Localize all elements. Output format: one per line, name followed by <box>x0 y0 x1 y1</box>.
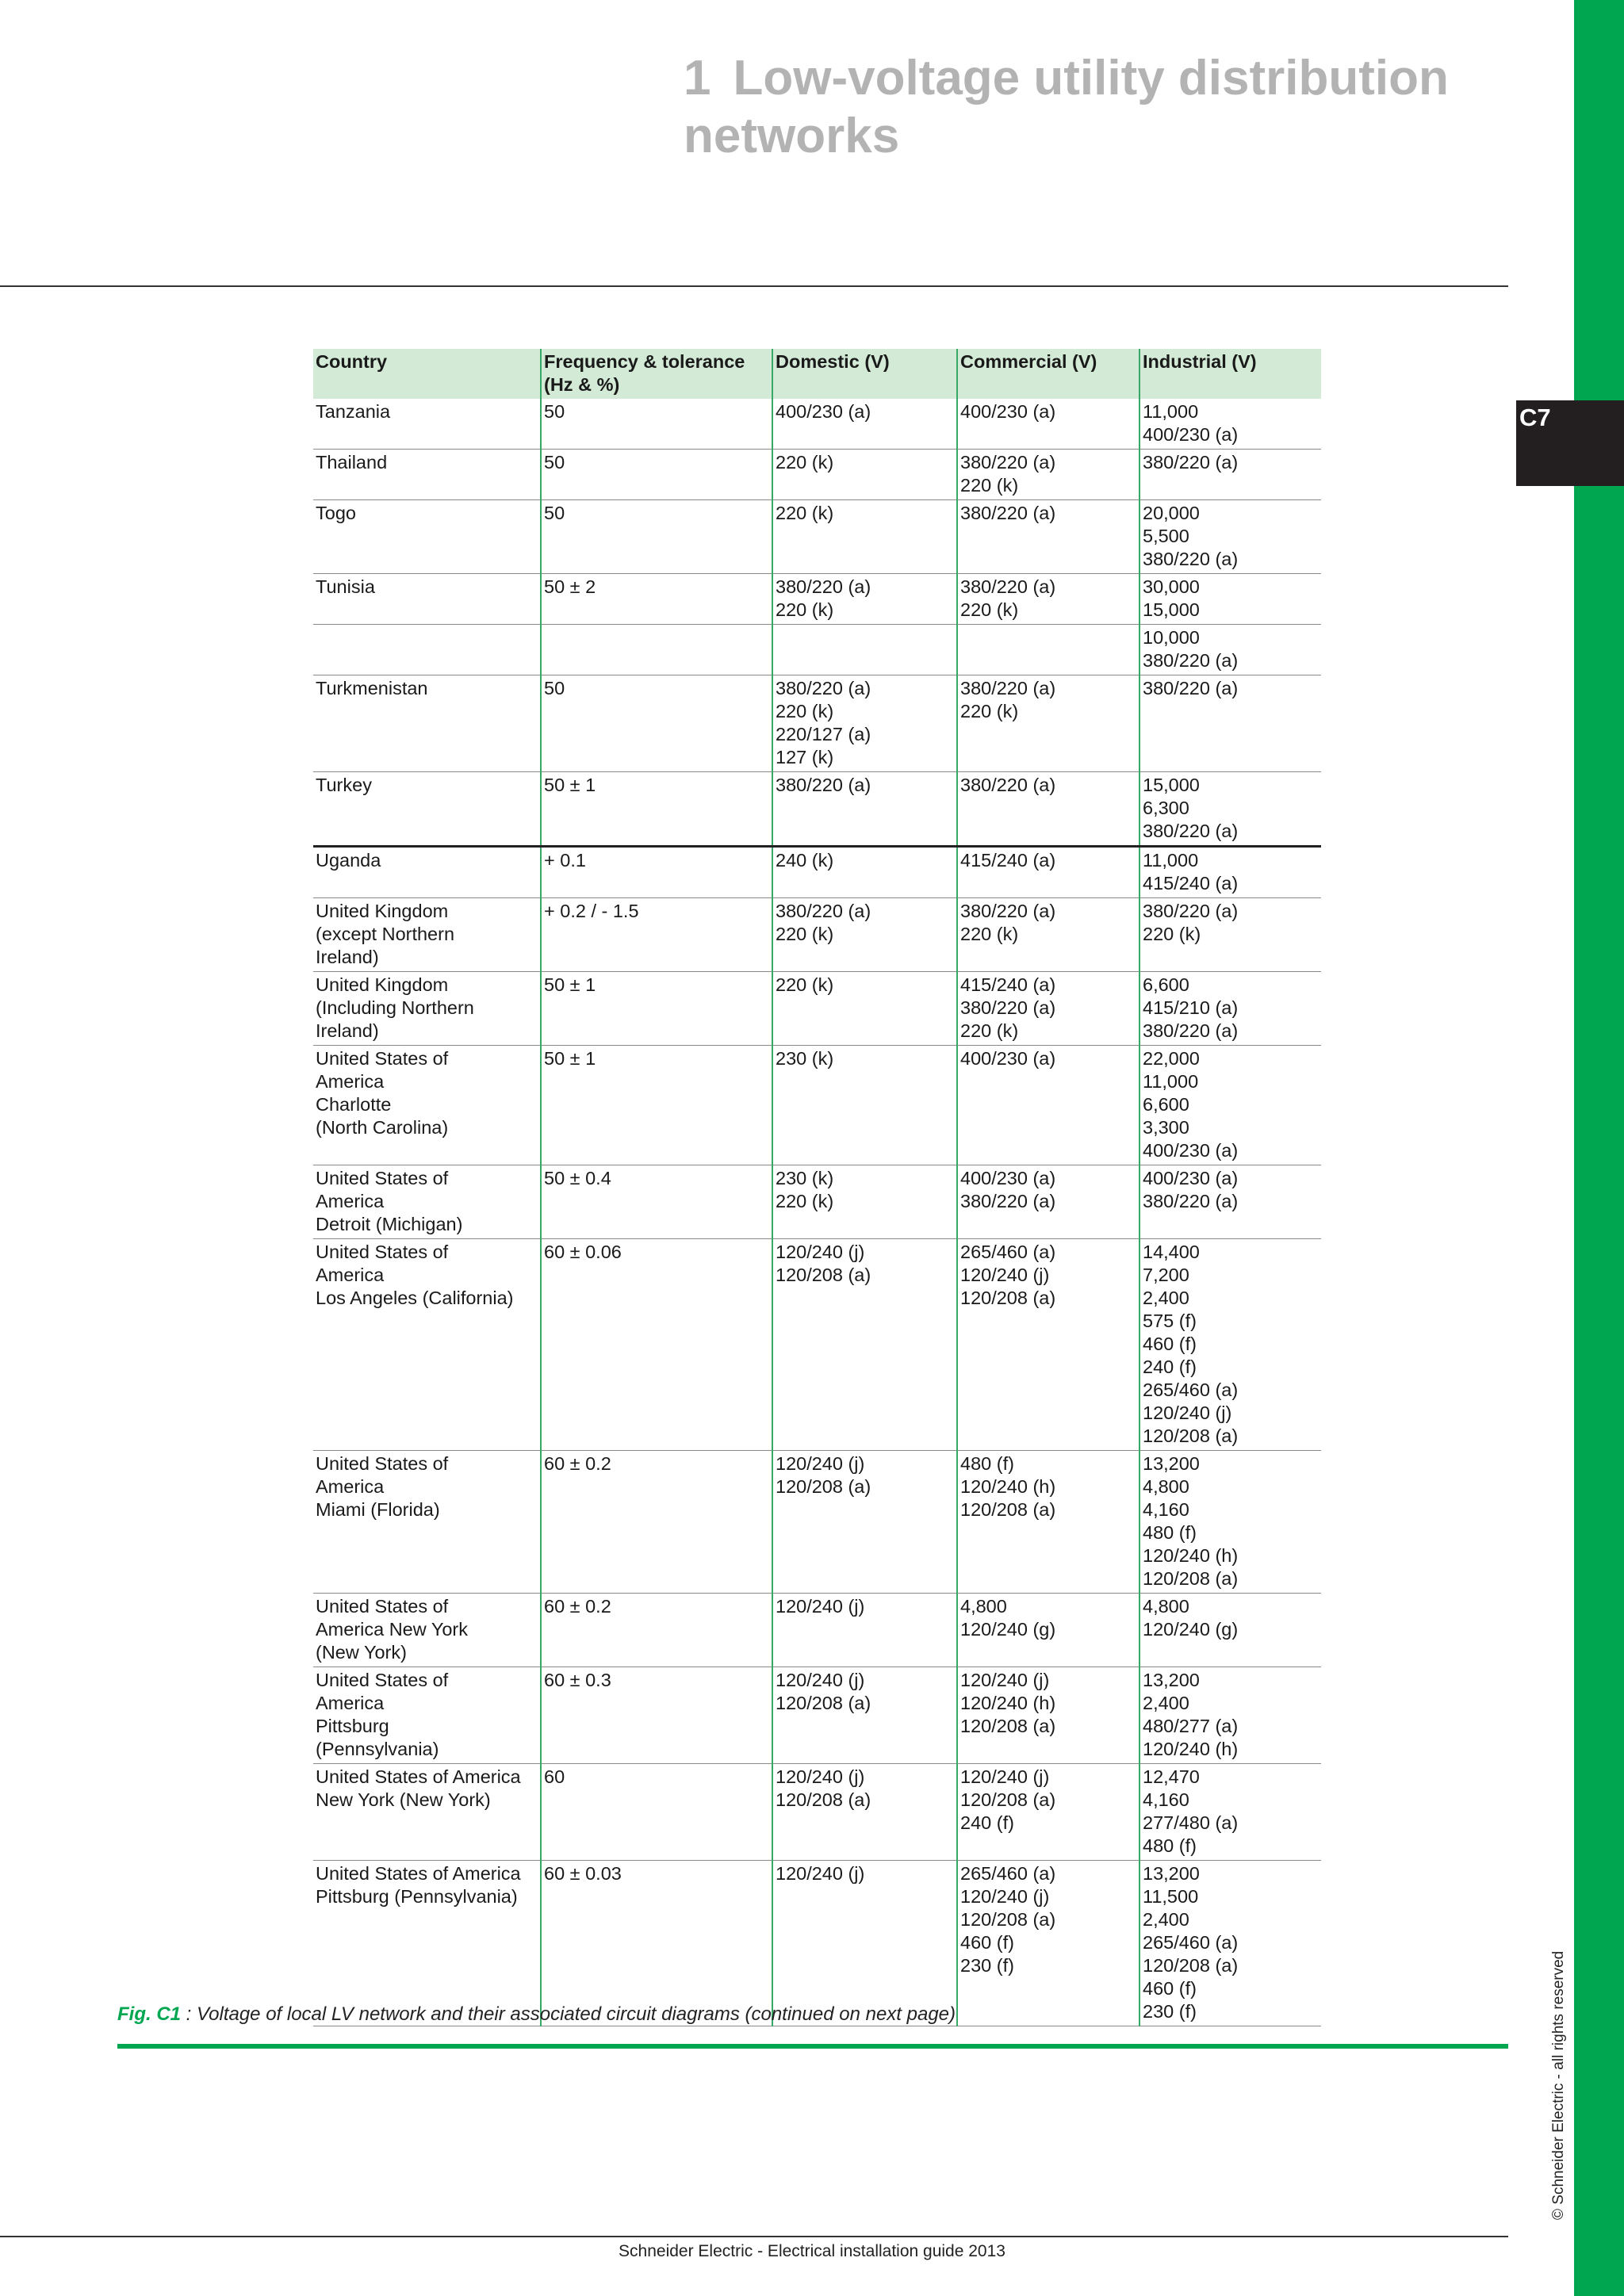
commercial-cell <box>957 399 1139 450</box>
domestic-cell <box>772 972 957 1046</box>
commercial-cell <box>957 450 1139 500</box>
voltage-value: 14,400 <box>1143 1242 1200 1262</box>
voltage-value: 415/240 (a) <box>1143 873 1239 894</box>
country-cell: Togo <box>313 500 541 574</box>
voltage-value: 11,000 <box>1143 401 1199 422</box>
domestic-cell <box>772 500 957 574</box>
domestic-cell <box>772 898 957 972</box>
country-line: America <box>316 1693 385 1713</box>
frequency-cell: 60 <box>541 1764 772 1861</box>
chapter-number: 1 <box>684 51 711 105</box>
voltage-value: 120/240 (j) <box>776 1863 865 1884</box>
voltage-value: 2,400 <box>1143 1288 1189 1308</box>
voltage-value: 220/127 (a) <box>776 724 871 744</box>
voltage-value: 120/240 (h) <box>960 1476 1056 1497</box>
table-row <box>313 574 1321 625</box>
industrial-cell <box>1139 1451 1321 1594</box>
voltage-value: 127 (k) <box>776 747 834 767</box>
voltage-value: 4,800 <box>960 1596 1007 1617</box>
voltage-value: 380/220 (a) <box>1143 821 1239 841</box>
country-line: America <box>316 1476 385 1497</box>
voltage-value: 380/220 (a) <box>776 678 871 698</box>
commercial-cell <box>957 772 1139 847</box>
voltage-value: 415/240 (a) <box>960 850 1056 871</box>
table-row <box>313 972 1321 1046</box>
voltage-value: 230 (k) <box>776 1048 834 1069</box>
frequency-cell: 50 <box>541 500 772 574</box>
industrial-cell <box>1139 1239 1321 1451</box>
voltage-value: 120/240 (g) <box>960 1619 1056 1640</box>
table-body <box>313 399 1321 2026</box>
country-line: United States of <box>316 1453 449 1474</box>
commercial-cell <box>957 1451 1139 1594</box>
voltage-value: 265/460 (a) <box>960 1863 1056 1884</box>
voltage-value: 380/220 (a) <box>1143 1020 1239 1041</box>
voltage-value: 120/240 (j) <box>776 1670 865 1690</box>
commercial-cell <box>957 972 1139 1046</box>
voltage-value: 120/240 (j) <box>1143 1402 1232 1423</box>
domestic-cell <box>772 772 957 847</box>
voltage-value: 7,200 <box>1143 1265 1189 1285</box>
voltage-value: 220 (k) <box>776 1191 834 1211</box>
column-header-industrial: Industrial (V) <box>1139 349 1321 399</box>
frequency-cell: 50 ± 1 <box>541 1046 772 1165</box>
commercial-cell <box>957 1861 1139 2026</box>
domestic-cell <box>772 1165 957 1239</box>
country-line: United Kingdom <box>316 974 449 995</box>
commercial-cell <box>957 1667 1139 1764</box>
voltage-value: 380/220 (a) <box>960 576 1056 597</box>
country-line: (New York) <box>316 1642 407 1663</box>
commercial-cell <box>957 1594 1139 1667</box>
voltage-value: 120/208 (a) <box>776 1693 871 1713</box>
voltage-value: 120/240 (h) <box>1143 1545 1239 1566</box>
voltage-value: 380/220 (a) <box>960 775 1056 795</box>
caption-divider <box>117 2044 1508 2049</box>
industrial-cell <box>1139 500 1321 574</box>
page-tab-label: C7 <box>1519 404 1551 431</box>
voltage-value: 220 (k) <box>776 599 834 620</box>
voltage-value: 10,000 <box>1143 627 1200 648</box>
voltage-value: 120/240 (h) <box>960 1693 1056 1713</box>
column-header-commercial: Commercial (V) <box>957 349 1139 399</box>
voltage-value: 120/240 (j) <box>776 1766 865 1787</box>
voltage-value: 4,160 <box>1143 1789 1189 1810</box>
voltage-value: 220 (k) <box>776 452 834 473</box>
voltage-value: 220 (k) <box>960 1020 1019 1041</box>
country-cell <box>313 972 541 1046</box>
country-line: Miami (Florida) <box>316 1499 440 1520</box>
voltage-value: 120/208 (a) <box>960 1909 1056 1930</box>
frequency-cell: + 0.2 / - 1.5 <box>541 898 772 972</box>
country-cell: Tunisia <box>313 574 541 625</box>
voltage-value: 460 (f) <box>960 1932 1014 1953</box>
column-header-domestic: Domestic (V) <box>772 349 957 399</box>
commercial-cell <box>957 500 1139 574</box>
voltage-value: 120/208 (a) <box>1143 1955 1239 1976</box>
voltage-value: 400/230 (a) <box>960 1168 1056 1188</box>
voltage-value: 480 (f) <box>1143 1522 1197 1543</box>
voltage-value: 120/208 (a) <box>1143 1425 1239 1446</box>
voltage-value: 120/240 (j) <box>776 1242 865 1262</box>
industrial-cell <box>1139 399 1321 450</box>
voltage-value: 400/230 (a) <box>776 401 871 422</box>
table-row <box>313 1046 1321 1165</box>
country-cell: United States of America Pittsburg (Pennsylvania) <box>313 1861 541 2026</box>
side-color-bar <box>1574 0 1624 2296</box>
country-line: Pittsburg <box>316 1716 389 1736</box>
page-title <box>684 49 1556 165</box>
country-line: Ireland) <box>316 1020 379 1041</box>
country-line: United Kingdom <box>316 901 449 921</box>
voltage-value: 120/208 (a) <box>960 1789 1056 1810</box>
country-line: United States of <box>316 1048 449 1069</box>
industrial-cell <box>1139 1046 1321 1165</box>
country-cell: Uganda <box>313 847 541 898</box>
voltage-value: 220 (k) <box>776 701 834 721</box>
industrial-cell <box>1139 1764 1321 1861</box>
country-line: United States of <box>316 1168 449 1188</box>
voltage-value: 265/460 (a) <box>960 1242 1056 1262</box>
voltage-value: 415/210 (a) <box>1143 997 1239 1018</box>
figure-caption-text: : Voltage of local LV network and their associated circuit diagrams (continued on next page) <box>181 2003 956 2025</box>
voltage-value: 220 (k) <box>776 503 834 523</box>
voltage-value: 120/208 (a) <box>776 1265 871 1285</box>
domestic-cell <box>772 1239 957 1451</box>
frequency-cell: + 0.1 <box>541 847 772 898</box>
voltage-value: 2,400 <box>1143 1693 1189 1713</box>
domestic-cell <box>772 399 957 450</box>
voltage-value: 120/208 (a) <box>960 1288 1056 1308</box>
voltage-value: 11,500 <box>1143 1886 1199 1907</box>
industrial-cell <box>1139 1667 1321 1764</box>
voltage-value: 400/230 (a) <box>1143 1140 1239 1161</box>
country-cell <box>313 1239 541 1451</box>
page-footer: Schneider Electric - Electrical installation guide 2013 <box>619 2242 1005 2260</box>
voltage-value: 380/220 (a) <box>960 503 1056 523</box>
country-cell: United States of America New York (New York) <box>313 1764 541 1861</box>
commercial-cell <box>957 1764 1139 1861</box>
voltage-value: 480/277 (a) <box>1143 1716 1239 1736</box>
footer-divider <box>0 2236 1508 2237</box>
voltage-value: 120/208 (a) <box>960 1499 1056 1520</box>
industrial-cell <box>1139 675 1321 772</box>
frequency-cell: 50 <box>541 450 772 500</box>
commercial-cell <box>957 1239 1139 1451</box>
industrial-cell <box>1139 772 1321 847</box>
industrial-cell <box>1139 898 1321 972</box>
country-line: America New York <box>316 1619 468 1640</box>
domestic-cell <box>772 1764 957 1861</box>
voltage-value: 13,200 <box>1143 1670 1200 1690</box>
voltage-value: 240 (f) <box>960 1812 1014 1833</box>
voltage-value: 575 (f) <box>1143 1311 1197 1331</box>
industrial-cell <box>1139 972 1321 1046</box>
table-row <box>313 500 1321 574</box>
table-row <box>313 399 1321 450</box>
table-row <box>313 1165 1321 1239</box>
voltage-value: 120/240 (j) <box>960 1886 1050 1907</box>
country-cell: Turkmenistan <box>313 675 541 772</box>
voltage-table <box>313 349 1321 2026</box>
table-row <box>313 898 1321 972</box>
voltage-value: 120/240 (j) <box>960 1265 1050 1285</box>
domestic-cell <box>772 1451 957 1594</box>
voltage-value: 15,000 <box>1143 599 1200 620</box>
table-row <box>313 1594 1321 1667</box>
voltage-value: 400/230 (a) <box>1143 424 1239 445</box>
industrial-cell <box>1139 450 1321 500</box>
voltage-value: 13,200 <box>1143 1863 1200 1884</box>
country-cell <box>313 1046 541 1165</box>
voltage-value: 400/230 (a) <box>960 1048 1056 1069</box>
voltage-value: 380/220 (a) <box>960 997 1056 1018</box>
voltage-value: 460 (f) <box>1143 1978 1197 1999</box>
voltage-value: 380/220 (a) <box>1143 452 1239 473</box>
table-row <box>313 1451 1321 1594</box>
voltage-value: 380/220 (a) <box>776 901 871 921</box>
frequency-cell: 50 ± 1 <box>541 772 772 847</box>
commercial-cell <box>957 1046 1139 1165</box>
voltage-value: 380/220 (a) <box>1143 650 1239 671</box>
voltage-value: 120/208 (a) <box>960 1716 1056 1736</box>
frequency-cell: 50 ± 0.4 <box>541 1165 772 1239</box>
voltage-value: 15,000 <box>1143 775 1200 795</box>
country-cell <box>313 1451 541 1594</box>
country-line: (except Northern <box>316 924 455 944</box>
voltage-value: 380/220 (a) <box>960 1191 1056 1211</box>
voltage-value: 11,000 <box>1143 1071 1199 1092</box>
frequency-cell: 50 <box>541 675 772 772</box>
voltage-value: 220 (k) <box>960 475 1019 496</box>
voltage-value: 220 (k) <box>960 599 1019 620</box>
commercial-cell <box>957 574 1139 625</box>
voltage-value: 120/240 (h) <box>1143 1739 1239 1759</box>
country-line: (Including Northern <box>316 997 474 1018</box>
frequency-cell: 60 ± 0.2 <box>541 1451 772 1594</box>
voltage-value: 120/240 (j) <box>960 1670 1050 1690</box>
page-tab <box>1516 400 1624 486</box>
voltage-value: 230 (f) <box>960 1955 1014 1976</box>
voltage-value: 3,300 <box>1143 1117 1189 1138</box>
voltage-value: 277/480 (a) <box>1143 1812 1239 1833</box>
country-line: Detroit (Michigan) <box>316 1214 463 1234</box>
table-row <box>313 625 1321 675</box>
frequency-cell: 50 ± 1 <box>541 972 772 1046</box>
domestic-cell <box>772 450 957 500</box>
voltage-value: 6,300 <box>1143 798 1189 818</box>
voltage-value: 240 (f) <box>1143 1357 1197 1377</box>
voltage-value: 5,500 <box>1143 526 1189 546</box>
country-line: Ireland) <box>316 947 379 967</box>
frequency-cell: 50 <box>541 399 772 450</box>
country-line: America <box>316 1265 385 1285</box>
domestic-cell <box>772 1046 957 1165</box>
voltage-value: 265/460 (a) <box>1143 1932 1239 1953</box>
commercial-cell <box>957 675 1139 772</box>
frequency-cell: 60 ± 0.3 <box>541 1667 772 1764</box>
country-line: Charlotte <box>316 1094 392 1115</box>
voltage-value: 380/220 (a) <box>1143 1191 1239 1211</box>
frequency-cell <box>541 625 772 675</box>
copyright-notice: © Schneider Electric - all rights reserved <box>1550 1950 1567 2220</box>
domestic-cell <box>772 1594 957 1667</box>
domestic-cell <box>772 574 957 625</box>
voltage-value: 220 (k) <box>960 924 1019 944</box>
domestic-cell <box>772 1667 957 1764</box>
header-divider <box>0 285 1508 287</box>
voltage-value: 30,000 <box>1143 576 1200 597</box>
voltage-value: 400/230 (a) <box>1143 1168 1239 1188</box>
country-line: America <box>316 1071 385 1092</box>
voltage-value: 120/240 (g) <box>1143 1619 1239 1640</box>
voltage-value: 120/240 (j) <box>776 1596 865 1617</box>
frequency-cell: 50 ± 2 <box>541 574 772 625</box>
table-row <box>313 675 1321 772</box>
country-cell: Turkey <box>313 772 541 847</box>
voltage-value: 220 (k) <box>776 974 834 995</box>
domestic-cell <box>772 1861 957 2026</box>
table-row <box>313 1239 1321 1451</box>
voltage-value: 6,600 <box>1143 974 1189 995</box>
country-line: United States of <box>316 1596 449 1617</box>
voltage-value: 4,800 <box>1143 1476 1189 1497</box>
voltage-value: 380/220 (a) <box>960 901 1056 921</box>
industrial-cell <box>1139 1594 1321 1667</box>
voltage-value: 20,000 <box>1143 503 1200 523</box>
voltage-value: 120/208 (a) <box>776 1476 871 1497</box>
voltage-value: 220 (k) <box>960 701 1019 721</box>
voltage-value: 415/240 (a) <box>960 974 1056 995</box>
country-line: United States of <box>316 1242 449 1262</box>
voltage-value: 265/460 (a) <box>1143 1380 1239 1400</box>
industrial-cell <box>1139 574 1321 625</box>
voltage-value: 240 (k) <box>776 850 834 871</box>
voltage-value: 6,600 <box>1143 1094 1189 1115</box>
country-line: (North Carolina) <box>316 1117 449 1138</box>
voltage-value: 480 (f) <box>1143 1835 1197 1856</box>
industrial-cell <box>1139 1861 1321 2026</box>
domestic-cell <box>772 675 957 772</box>
voltage-value: 220 (k) <box>1143 924 1201 944</box>
country-cell <box>313 625 541 675</box>
country-cell <box>313 1165 541 1239</box>
voltage-value: 13,200 <box>1143 1453 1200 1474</box>
voltage-value: 460 (f) <box>1143 1334 1197 1354</box>
table-row <box>313 772 1321 847</box>
voltage-value: 120/208 (a) <box>776 1789 871 1810</box>
voltage-value: 2,400 <box>1143 1909 1189 1930</box>
frequency-cell: 60 ± 0.03 <box>541 1861 772 2026</box>
chapter-title: Low-voltage utility distribution networks <box>684 51 1449 163</box>
country-cell <box>313 1667 541 1764</box>
voltage-value: 400/230 (a) <box>960 401 1056 422</box>
industrial-cell <box>1139 625 1321 675</box>
commercial-cell <box>957 1165 1139 1239</box>
table-row <box>313 1667 1321 1764</box>
voltage-value: 380/220 (a) <box>960 678 1056 698</box>
country-cell <box>313 1594 541 1667</box>
frequency-cell: 60 ± 0.06 <box>541 1239 772 1451</box>
industrial-cell <box>1139 1165 1321 1239</box>
voltage-value: 230 (f) <box>1143 2001 1197 2022</box>
voltage-value: 380/220 (a) <box>1143 901 1239 921</box>
voltage-value: 380/220 (a) <box>1143 549 1239 569</box>
voltage-value: 4,800 <box>1143 1596 1189 1617</box>
voltage-value: 11,000 <box>1143 850 1199 871</box>
voltage-value: 12,470 <box>1143 1766 1200 1787</box>
domestic-cell <box>772 625 957 675</box>
commercial-cell <box>957 625 1139 675</box>
voltage-value: 4,160 <box>1143 1499 1189 1520</box>
voltage-value: 120/240 (j) <box>776 1453 865 1474</box>
figure-label: Fig. C1 <box>117 2003 182 2025</box>
column-header-frequency: Frequency & tolerance (Hz & %) <box>541 349 772 399</box>
voltage-value: 22,000 <box>1143 1048 1200 1069</box>
table-row <box>313 1861 1321 2026</box>
table-header-row <box>313 349 1321 399</box>
domestic-cell <box>772 847 957 898</box>
voltage-value: 220 (k) <box>776 924 834 944</box>
commercial-cell <box>957 847 1139 898</box>
country-cell <box>313 898 541 972</box>
country-cell: Tanzania <box>313 399 541 450</box>
commercial-cell <box>957 898 1139 972</box>
voltage-value: 120/240 (j) <box>960 1766 1050 1787</box>
country-line: Los Angeles (California) <box>316 1288 514 1308</box>
voltage-value: 380/220 (a) <box>776 775 871 795</box>
country-cell: Thailand <box>313 450 541 500</box>
voltage-value: 380/220 (a) <box>776 576 871 597</box>
frequency-cell: 60 ± 0.2 <box>541 1594 772 1667</box>
country-line: United States of <box>316 1670 449 1690</box>
table-row <box>313 847 1321 898</box>
country-line: America <box>316 1191 385 1211</box>
column-header-country: Country <box>313 349 541 399</box>
table-row <box>313 450 1321 500</box>
voltage-value: 380/220 (a) <box>1143 678 1239 698</box>
voltage-value: 230 (k) <box>776 1168 834 1188</box>
figure-caption <box>117 2003 956 2026</box>
voltage-value: 120/208 (a) <box>1143 1568 1239 1589</box>
voltage-value: 480 (f) <box>960 1453 1014 1474</box>
voltage-value: 380/220 (a) <box>960 452 1056 473</box>
table-row <box>313 1764 1321 1861</box>
industrial-cell <box>1139 847 1321 898</box>
country-line: (Pennsylvania) <box>316 1739 439 1759</box>
